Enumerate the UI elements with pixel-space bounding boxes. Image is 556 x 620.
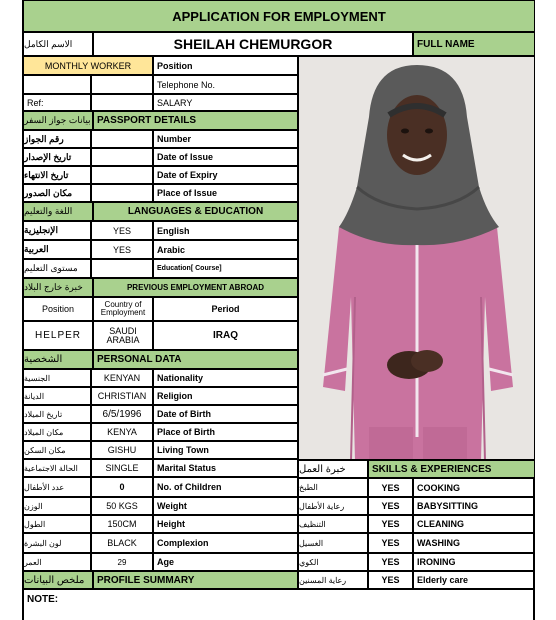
language-row-ar: الإنجليزية — [23, 221, 91, 240]
personal-row-en: Religion — [153, 387, 298, 405]
salary-value — [91, 94, 153, 111]
passport-row-en: Date of Issue — [153, 148, 298, 166]
profile-header-ar: ملخص البيانات — [23, 571, 93, 589]
personal-row-en: Weight — [153, 497, 298, 515]
personal-row-ar: الحالة الاجتماعية — [23, 459, 91, 477]
skill-row-en: BABYSITTING — [413, 497, 535, 515]
skill-row-en: IRONING — [413, 553, 535, 571]
personal-row-ar: مكان الميلاد — [23, 423, 91, 441]
applicant-photo-illustration — [299, 57, 535, 460]
ref-label: Ref: — [23, 94, 91, 111]
application-form — [22, 0, 534, 620]
telephone-value — [91, 75, 153, 94]
passport-row-ar: مكان الصدور — [23, 184, 91, 202]
skill-row-ar: رعاية الأطفال — [298, 497, 368, 515]
personal-row-en: Complexion — [153, 533, 298, 553]
personal-row-value: SINGLE — [91, 459, 153, 477]
language-row-ar: العربية — [23, 240, 91, 259]
passport-row-en: Number — [153, 130, 298, 148]
personal-row-en: Age — [153, 553, 298, 571]
personal-row-ar: عدد الأطفال — [23, 477, 91, 497]
language-row-en: Education[ Course] — [153, 259, 298, 278]
personal-row-en: Marital Status — [153, 459, 298, 477]
personal-row-ar: لون البشرة — [23, 533, 91, 553]
personal-row-value: 150CM — [91, 515, 153, 533]
skill-row-en: WASHING — [413, 533, 535, 553]
note-field[interactable] — [23, 589, 535, 620]
passport-row-ar: تاريخ الإصدار — [23, 148, 91, 166]
personal-row-ar: مكان السكن — [23, 441, 91, 459]
skill-row-value: YES — [368, 515, 413, 533]
passport-row-value — [91, 166, 153, 184]
experience-country-value: SAUDI ARABIA — [93, 321, 153, 350]
skill-row-value: YES — [368, 571, 413, 589]
personal-row-value: GISHU — [91, 441, 153, 459]
telephone-label: Telephone No. — [153, 75, 298, 94]
personal-row-value: BLACK — [91, 533, 153, 553]
language-row-value: YES — [91, 221, 153, 240]
personal-row-en: Nationality — [153, 369, 298, 387]
skill-row-en: Elderly care — [413, 571, 535, 589]
profile-header-en: PROFILE SUMMARY — [93, 571, 298, 589]
personal-row-value: 50 KGS — [91, 497, 153, 515]
personal-header-ar: الشخصية — [23, 350, 93, 369]
skill-row-ar: الطبخ — [298, 478, 368, 497]
languages-header-en: LANGUAGES & EDUCATION — [93, 202, 298, 221]
personal-row-value: CHRISTIAN — [91, 387, 153, 405]
personal-row-value: 29 — [91, 553, 153, 571]
passport-row-value — [91, 184, 153, 202]
salary-label: SALARY — [153, 94, 298, 111]
full-name-label-en: FULL NAME — [413, 32, 535, 56]
skill-row-ar: رعاية المسنين — [298, 571, 368, 589]
passport-row-en: Place of Issue — [153, 184, 298, 202]
language-row-en: Arabic — [153, 240, 298, 259]
position-label: Position — [153, 56, 298, 75]
skill-row-en: CLEANING — [413, 515, 535, 533]
telephone-blank-ar — [23, 75, 91, 94]
experience-col-country: Country of Employment — [93, 297, 153, 321]
skill-row-value: YES — [368, 497, 413, 515]
applicant-photo — [298, 56, 535, 460]
language-row-value — [91, 259, 153, 278]
skill-row-value: YES — [368, 478, 413, 497]
passport-row-value — [91, 130, 153, 148]
language-row-en: English — [153, 221, 298, 240]
personal-row-value: KENYA — [91, 423, 153, 441]
personal-row-value: KENYAN — [91, 369, 153, 387]
skill-row-ar: الكوي — [298, 553, 368, 571]
experience-header-ar: خبرة خارج البلاد — [23, 278, 93, 297]
passport-row-ar: تاريخ الانتهاء — [23, 166, 91, 184]
skill-row-value: YES — [368, 533, 413, 553]
skills-header-en: SKILLS & EXPERIENCES — [368, 460, 535, 478]
personal-row-ar: الوزن — [23, 497, 91, 515]
full-name-label-ar: الاسم الكامل — [23, 32, 93, 56]
passport-header-ar: بيانات جواز السفر — [23, 111, 93, 130]
personal-row-en: Height — [153, 515, 298, 533]
skill-row-value: YES — [368, 553, 413, 571]
personal-row-en: Date of Birth — [153, 405, 298, 423]
position-value: MONTHLY WORKER — [23, 56, 153, 75]
personal-row-ar: الطول — [23, 515, 91, 533]
languages-header-ar: اللغة والتعليم — [23, 202, 93, 221]
personal-row-ar: الجنسية — [23, 369, 91, 387]
passport-row-en: Date of Expiry — [153, 166, 298, 184]
personal-row-en: No. of Children — [153, 477, 298, 497]
skill-row-ar: الغسيل — [298, 533, 368, 553]
personal-row-en: Place of Birth — [153, 423, 298, 441]
personal-row-en: Living Town — [153, 441, 298, 459]
skill-row-ar: التنظيف — [298, 515, 368, 533]
full-name-value: SHEILAH CHEMURGOR — [93, 32, 413, 56]
form-title: APPLICATION FOR EMPLOYMENT — [23, 0, 535, 32]
personal-row-value: 6/5/1996 — [91, 405, 153, 423]
skill-row-en: COOKING — [413, 478, 535, 497]
personal-row-ar: العمر — [23, 553, 91, 571]
personal-row-ar: الديانة — [23, 387, 91, 405]
passport-header-en: PASSPORT DETAILS — [93, 111, 298, 130]
experience-col-period: Period — [153, 297, 298, 321]
passport-row-value — [91, 148, 153, 166]
experience-col-position: Position — [23, 297, 93, 321]
skills-header-ar: خبرة العمل — [298, 460, 368, 478]
experience-header-en: PREVIOUS EMPLOYMENT ABROAD — [93, 278, 298, 297]
passport-row-ar: رقم الجواز — [23, 130, 91, 148]
personal-header-en: PERSONAL DATA — [93, 350, 298, 369]
experience-position-value: HELPER — [23, 321, 93, 350]
personal-row-value: 0 — [91, 477, 153, 497]
experience-period-value: IRAQ — [153, 321, 298, 350]
note-label: NOTE: — [27, 594, 59, 605]
personal-row-ar: تاريخ الميلاد — [23, 405, 91, 423]
language-row-ar: مستوى التعليم — [23, 259, 91, 278]
language-row-value: YES — [91, 240, 153, 259]
